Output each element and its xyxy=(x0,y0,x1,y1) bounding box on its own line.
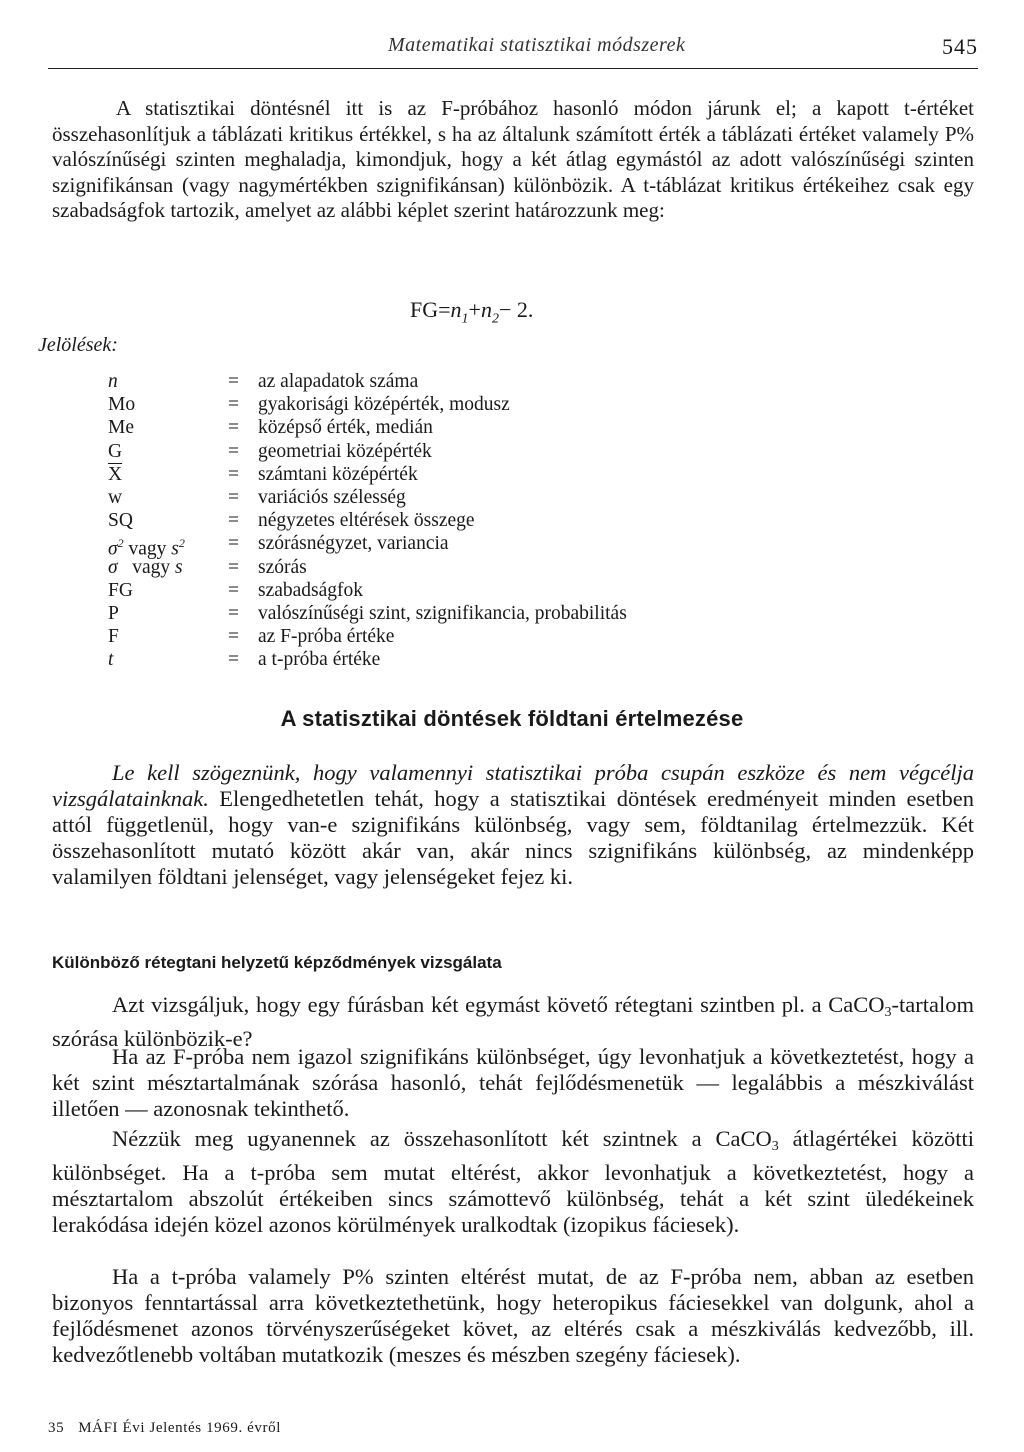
notation-definition: szórás xyxy=(258,556,307,578)
notation-row xyxy=(108,393,808,416)
notation-definition: gyakorisági középérték, modusz xyxy=(258,394,510,416)
intro-text-1: A statisztikai döntésnél itt is az F-próbához hasonló módon járunk el; a kapott t-értéket összehasonlítjuk a táblázati kritikus értékkel, s ha az általunk számított érték a táblázati értéket valamely P% valószínűségi szinten meghaladja, kimondjuk, hogy a két átlag egymástól az adott valószínűségi szinten szignifikánsan (vagy nagymértékben szignifikánsan) különbözik. xyxy=(52,96,974,197)
notation-equals: = xyxy=(228,394,239,416)
section-heading: A statisztikai döntések földtani értelmezése xyxy=(280,706,744,731)
notation-row xyxy=(108,509,808,532)
symbol-sup: 2 xyxy=(178,536,185,551)
formula-n2: n xyxy=(480,297,492,322)
section-paragraph xyxy=(52,760,974,890)
notation-row xyxy=(108,648,808,671)
notation-row xyxy=(108,625,808,648)
notation-row xyxy=(108,602,808,625)
p1-subscript: 3 xyxy=(884,1005,892,1020)
notation-row xyxy=(108,440,808,463)
section-emphasis: Le kell szögeznünk, hogy valamennyi statisztikai próba csupán eszköze és nem végcélja vizsgálatainknak. xyxy=(52,760,974,811)
notation-row xyxy=(108,416,808,439)
notation-symbol: w xyxy=(108,486,123,508)
symbol-s: s xyxy=(175,556,183,578)
notation-symbol: Mo xyxy=(108,394,136,416)
formula-sub2: 2 xyxy=(491,311,499,327)
symbol-sigma: σ xyxy=(108,556,118,578)
footer-text: MÁFI Évi Jelentés 1969. évről xyxy=(78,1420,281,1436)
p3-text-a: Nézzük meg ugyanennek az összehasonlított két szintnek a CaCO xyxy=(112,1126,772,1151)
notation-equals: = xyxy=(228,440,239,462)
notation-definition: az F-próba értéke xyxy=(258,626,395,648)
footer-signature-number: 35 xyxy=(48,1420,65,1436)
formula-n1: n xyxy=(450,297,462,322)
p4-text: Ha a t-próba valamely P% szinten eltérést mutat, de az F-próba nem, abban az esetben bizonyos fenntartással arra következtethetünk, hogy heteropikus fáciesekkel van dolgunk, ahol a fejlődésmenet azonos törvényszerűségeket követ, az eltérés csak a mészkiválás kedvezőbb, ill. kedvezőtlenebb voltában mutatkozik (meszes és mészben szegény fáciesek). xyxy=(52,1264,974,1367)
notation-definition: számtani középérték xyxy=(258,463,418,485)
notation-equals: = xyxy=(228,579,239,601)
notation-symbol: G xyxy=(108,440,123,462)
notation-definition: szabadságfok xyxy=(258,579,364,601)
notation-table xyxy=(108,370,808,671)
p2-text: Ha az F-próba nem igazol szignifikáns különbséget, úgy levonhatjuk a következtetést, hogy a két szint mésztartalmának szórása hasonló, tehát fejlődésmenetük — legalábbis a mészkiválást illetően — azonosnak tekinthető. xyxy=(52,1044,974,1121)
subsection-paragraph-2 xyxy=(52,1044,974,1122)
notation-row xyxy=(108,556,808,579)
notation-symbol: Me xyxy=(108,417,134,439)
notation-equals: = xyxy=(228,649,239,671)
notation-row xyxy=(108,370,808,393)
notation-equals: = xyxy=(228,371,239,392)
notation-symbol: FG xyxy=(108,579,133,601)
notation-symbol: SQ xyxy=(108,510,133,532)
intro-paragraph xyxy=(52,96,974,224)
intro-text-2: A t-táblázat kritikus értékeihez csak egy szabadságfok tartozik, amelyet az alábbi képlet szerint határozzunk meg: xyxy=(52,172,974,223)
subsection-paragraph-3 xyxy=(52,1126,974,1238)
notation-definition: négyzetes eltérések összege xyxy=(258,510,475,532)
formula-plus: + xyxy=(468,297,481,322)
notation-equals: = xyxy=(228,417,239,439)
notation-definition: geometriai középérték xyxy=(258,440,432,462)
notation-definition: középső érték, medián xyxy=(258,417,433,439)
degrees-of-freedom-formula xyxy=(410,297,533,327)
notation-equals: = xyxy=(228,556,239,578)
notation-row xyxy=(108,463,808,486)
notation-symbol xyxy=(108,556,183,579)
notation-definition: az alapadatok száma xyxy=(258,371,419,392)
notation-definition: szórásnégyzet, variancia xyxy=(258,533,449,555)
notation-definition: a t-próba értéke xyxy=(258,649,381,671)
p1-text-b: -tartalom szórása különbözik-e? xyxy=(52,992,974,1051)
notation-equals: = xyxy=(228,602,239,624)
notation-symbol: n xyxy=(108,371,118,392)
notation-label: Jelölések: xyxy=(38,334,118,356)
notation-equals: = xyxy=(228,626,239,648)
notation-row xyxy=(108,579,808,602)
notation-symbol: F xyxy=(108,626,119,648)
symbol-vagy: vagy xyxy=(128,538,167,560)
running-title: Matematikai statisztikai módszerek xyxy=(388,34,686,56)
formula-eq: = xyxy=(438,297,451,322)
subsection-heading: Különböző rétegtani helyzetű képződmények vizsgálata xyxy=(52,953,502,972)
p1-text-a: Azt vizsgáljuk, hogy egy fúrásban két egymást követő rétegtani szintben pl. a CaCO xyxy=(112,992,885,1017)
notation-row xyxy=(108,486,808,509)
formula-tail: − 2. xyxy=(498,297,534,322)
notation-equals: = xyxy=(228,510,239,532)
notation-row xyxy=(108,532,808,560)
running-header xyxy=(48,28,978,69)
p3-text-b: átlagértékei közötti különbséget. Ha a t-próba sem mutat eltérést, akkor levonhatjuk a következtetést, hogy a mésztartalom abszolút értékeiben sincs számottevő különbség, tehát a két szint üledékeinek lerakódása idején közel azonos körülmények uralkodtak (izopikus fáciesek). xyxy=(52,1126,975,1237)
formula-lhs: FG xyxy=(410,297,439,322)
symbol-s: s xyxy=(171,538,179,560)
notation-equals: = xyxy=(228,463,239,485)
notation-symbol: P xyxy=(108,602,119,624)
notation-equals: = xyxy=(228,533,239,555)
page-number: 545 xyxy=(942,34,978,59)
notation-definition: variációs szélesség xyxy=(258,486,406,508)
section-text: Elengedhetetlen tehát, hogy a statisztikai döntések eredményeit minden esetben attól függetlenül, hogy van-e szignifikáns különbség, vagy sem, földtanilag értelmezzük. Két összehasonlított mutató között akár van, akár nincs szignifikáns különbség, az mindenképp valamilyen földtani jelenséget, vagy jelenségeket fejez ki. xyxy=(52,786,974,889)
symbol-sup: 2 xyxy=(117,536,124,551)
symbol-sigma: σ xyxy=(108,538,118,560)
notation-symbol: t xyxy=(108,649,114,671)
subsection-paragraph-1 xyxy=(52,992,974,1052)
notation-equals: = xyxy=(228,486,239,508)
notation-definition: valószínűségi szint, szignifikancia, probabilitás xyxy=(258,602,627,624)
notation-symbol: $\overline{X}$ xyxy=(108,463,123,485)
symbol-vagy: vagy xyxy=(132,556,171,578)
formula-sub1: 1 xyxy=(461,311,469,327)
footer xyxy=(48,1420,281,1437)
subsection-paragraph-4 xyxy=(52,1264,974,1368)
p3-subscript: 3 xyxy=(771,1139,779,1154)
